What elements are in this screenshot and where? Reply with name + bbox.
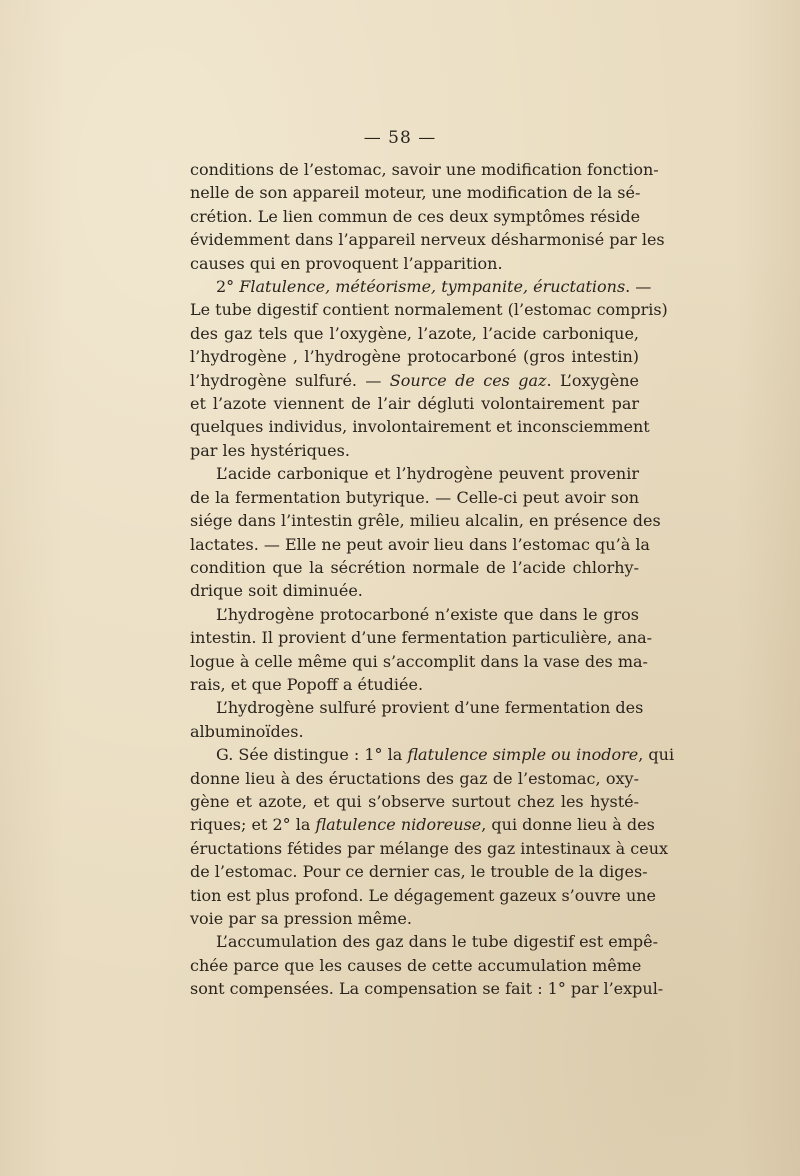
text-line: L’accumulation des gaz dans le tube digestif est empê- bbox=[216, 932, 659, 952]
text-run: , qui bbox=[638, 745, 675, 765]
text-line: albuminoïdes. bbox=[190, 721, 304, 741]
text-run: riques; et 2° la bbox=[190, 815, 316, 835]
text-line: donne lieu à des éructations des gaz de l’estomac, oxy- bbox=[190, 768, 639, 788]
text-line: condition que la sécrétion normale de l’acide chlorhy- bbox=[190, 557, 639, 577]
italic-phrase: Source de ces gaz bbox=[389, 370, 547, 390]
text-line: et l’azote viennent de l’air dégluti volontairement par bbox=[190, 394, 639, 414]
text-line: voie par sa pression même. bbox=[190, 909, 412, 928]
text-line: causes qui en provoquent l’apparition. bbox=[190, 253, 503, 273]
text-line: rais, et que Popoff a étudiée. bbox=[190, 674, 424, 694]
text-line: crétion. Le lien commun de ces deux symptômes réside bbox=[190, 206, 641, 226]
text-line bbox=[190, 369, 639, 392]
text-line: l’hydrogène , l’hydrogène protocarboné (gros intestin) bbox=[190, 347, 639, 367]
text-line: sont compensées. La compensation se fait : 1° par l’expul- bbox=[190, 979, 664, 999]
text-line: de l’estomac. Pour ce dernier cas, le trouble de la diges- bbox=[190, 862, 648, 882]
text-line: évidemment dans l’appareil nerveux désharmonisé par les bbox=[190, 230, 665, 250]
text-run: . L’oxygène bbox=[546, 370, 640, 390]
text-run: 2° bbox=[216, 277, 240, 297]
text-line: Le tube digestif contient normalement (l’estomac compris) bbox=[190, 300, 668, 320]
text-line: des gaz tels que l’oxygène, l’azote, l’acide carbonique, bbox=[190, 323, 639, 343]
text-line: chée parce que les causes de cette accumulation même bbox=[190, 955, 642, 975]
text-line: conditions de l’estomac, savoir une modification fonction- bbox=[190, 160, 659, 179]
text-line bbox=[190, 813, 655, 836]
text-line: quelques individus, involontairement et inconsciemment bbox=[190, 417, 650, 437]
italic-phrase: Flatulence, météorisme, tympanite, éructations bbox=[239, 277, 626, 297]
page-number: — 58 — bbox=[363, 128, 437, 148]
text-line: L’hydrogène protocarboné n’existe que dans le gros bbox=[216, 604, 639, 624]
text-line bbox=[190, 743, 675, 766]
italic-phrase: flatulence simple ou inodore bbox=[407, 745, 639, 765]
text-line: siége dans l’intestin grêle, milieu alcalin, en présence des bbox=[190, 511, 661, 531]
text-line: gène et azote, et qui s’observe surtout chez les hysté- bbox=[190, 791, 639, 811]
text-run: . — bbox=[625, 277, 652, 297]
text-line: tion est plus profond. Le dégagement gazeux s’ouvre une bbox=[190, 885, 657, 905]
italic-phrase: flatulence nidoreuse bbox=[315, 815, 482, 835]
text-line: de la fermentation butyrique. — Celle-ci peut avoir son bbox=[190, 487, 639, 507]
text-line: par les hystériques. bbox=[190, 440, 350, 460]
text-line: nelle de son appareil moteur, une modification de la sé- bbox=[190, 183, 641, 203]
text-line: éructations fétides par mélange des gaz intestinaux à ceux bbox=[190, 838, 669, 858]
text-run: G. Sée distingue : 1° la bbox=[216, 745, 408, 765]
text-line: drique soit diminuée. bbox=[190, 581, 363, 601]
text-line: intestin. Il provient d’une fermentation particulière, ana- bbox=[190, 628, 653, 648]
text-line: L’hydrogène sulfuré provient d’une fermentation des bbox=[216, 698, 644, 718]
text-line: lactates. — Elle ne peut avoir lieu dans l’estomac qu’à la bbox=[190, 534, 650, 554]
text-run: l’hydrogène sulfuré. — bbox=[190, 370, 390, 390]
text-line bbox=[190, 275, 652, 298]
text-line: L’acide carbonique et l’hydrogène peuvent provenir bbox=[216, 464, 639, 484]
body-text bbox=[190, 158, 675, 1001]
text-line: logue à celle même qui s’accomplit dans la vase des ma- bbox=[190, 651, 648, 671]
text-run: , qui donne lieu à des bbox=[481, 815, 655, 835]
